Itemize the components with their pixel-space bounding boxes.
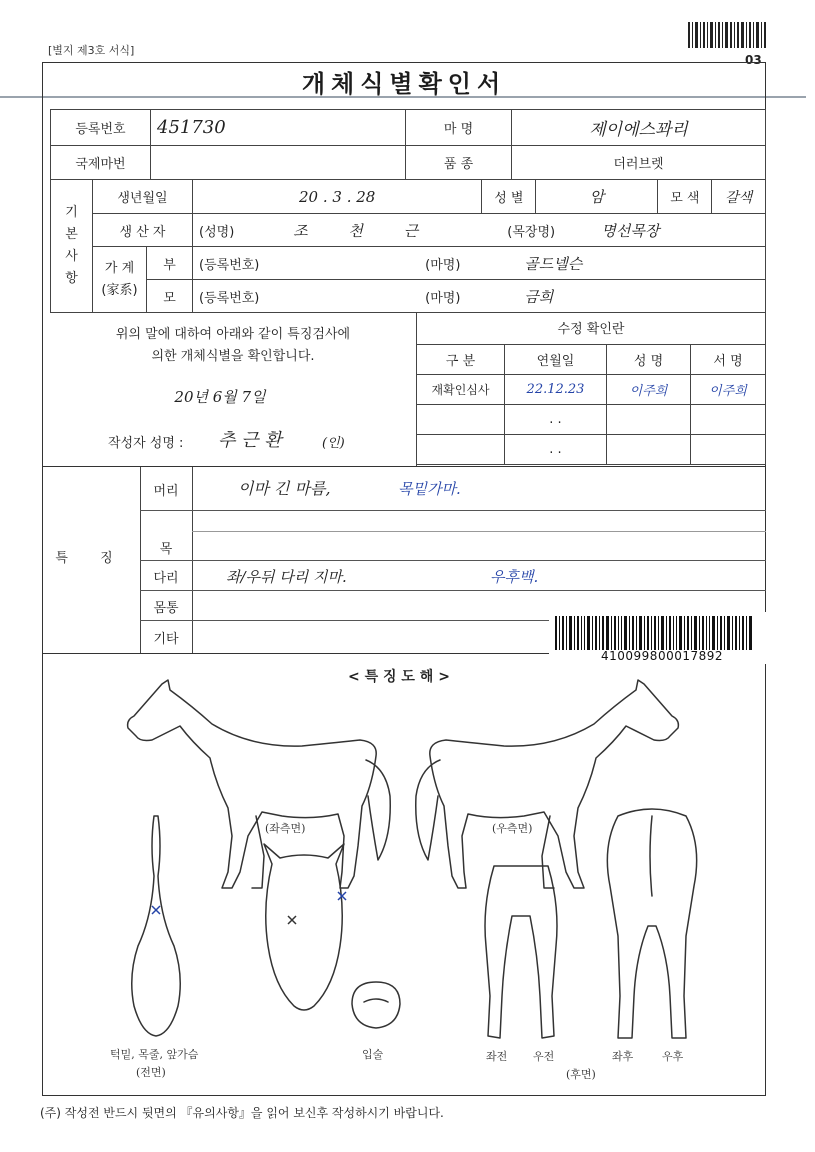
left-fore-caption: 좌전: [486, 1050, 508, 1063]
feature-note-head: 목밑가마.: [398, 480, 461, 498]
revision-row-date: . .: [505, 434, 607, 464]
revision-row-date: 22.12.23: [505, 374, 607, 404]
sire-cell: [193, 247, 766, 280]
sire-reg-paren: (등록번호): [199, 257, 260, 273]
confirm-line-2: 의한 개체식별을 확인합니다.: [151, 349, 315, 364]
right-side-horse: [416, 680, 679, 888]
feature-label-body: 몸통: [153, 601, 179, 616]
barcode-number: 410099800017892: [601, 649, 724, 663]
document-title: 개체식별확인서: [301, 70, 507, 98]
sex-label: 성 별: [482, 180, 536, 214]
dam-reg-paren: (등록번호): [199, 290, 260, 306]
farm-value: 명선목장: [601, 221, 660, 240]
pedigree-label-cell: [93, 247, 147, 313]
writer-label: 작성자 성명 :: [108, 436, 184, 451]
revision-header-date: 연월일: [505, 344, 607, 374]
basic-section-text: 기본사항: [65, 205, 78, 286]
revision-row-type: [417, 404, 505, 434]
revision-row-name: 이주희: [607, 374, 691, 404]
left-side-caption: (좌측면): [265, 822, 306, 835]
confirm-statement: [50, 324, 416, 368]
confirm-line-1: 위의 말에 대하여 아래와 같이 특징검사에: [115, 327, 351, 342]
horse-name-label: 마 명: [406, 110, 512, 146]
breed-label: 품 종: [406, 146, 512, 180]
head-front-view: [264, 844, 344, 1010]
sire-horse-paren: (마명): [425, 257, 461, 273]
feature-label-neck: 목: [159, 542, 173, 557]
producer-label: 생 산 자: [93, 214, 193, 247]
dam-label: 모: [147, 280, 193, 313]
reg-no-label: 등록번호: [51, 110, 151, 146]
producer-name-paren: (성명): [199, 224, 235, 240]
right-side-caption: (우측면): [492, 822, 533, 835]
producer-name-value: 조 천 근: [293, 221, 437, 240]
horse-name-value: 제이에스꽈리: [512, 110, 766, 146]
sticker-barcode-bars: [555, 616, 755, 650]
revision-row-name: [607, 404, 691, 434]
feature-row-head: [140, 466, 766, 511]
left-side-horse: [128, 680, 391, 888]
features-label: 특 징: [55, 551, 127, 566]
sire-label: 부: [147, 247, 193, 280]
diagram-title: < 특 징 도 해 >: [348, 669, 450, 685]
revision-row-type: [417, 434, 505, 464]
right-hind-caption: 우후: [662, 1050, 684, 1063]
lips-caption: 입술: [362, 1048, 384, 1061]
revision-row-type: 재확인심사: [417, 374, 505, 404]
birth-label: 생년월일: [93, 180, 193, 214]
sire-name-value: 골드넬슨: [524, 254, 583, 273]
farm-paren: (목장명): [507, 224, 556, 240]
feature-note-legs: 우후백.: [490, 568, 539, 586]
revision-title: 수정 확인란: [417, 312, 766, 344]
birth-value: 20 . 3 . 28: [193, 180, 482, 214]
feature-label-head: 머리: [153, 484, 179, 499]
rear-view-caption: (후면): [566, 1068, 596, 1081]
basic-info-table: [50, 179, 766, 313]
writer-name: 추 근 환: [218, 430, 282, 451]
dam-name-value: 금희: [524, 287, 554, 306]
sex-value: 암: [536, 180, 658, 214]
sticker-barcode: [549, 612, 767, 664]
intl-no-label: 국제마번: [51, 146, 151, 180]
breed-value: 더러브렛: [512, 146, 766, 180]
dam-horse-paren: (마명): [425, 290, 461, 306]
revision-row-sign: [691, 404, 766, 434]
revision-row-sign: [691, 434, 766, 464]
feature-marks: [152, 892, 346, 914]
revision-row-name: [607, 434, 691, 464]
horse-diagram: [42, 676, 766, 1096]
revision-table: [416, 312, 766, 465]
mark-throat: [152, 906, 160, 914]
intl-no-value: [151, 146, 406, 180]
feature-value-head: 이마 긴 마름,: [238, 479, 331, 498]
front-chest-caption: 턱밑, 목줄, 앞가슴: [110, 1048, 199, 1061]
left-hind-caption: 좌후: [612, 1050, 634, 1063]
feature-label-other: 기타: [153, 632, 179, 647]
revision-header-name: 성 명: [607, 344, 691, 374]
identity-table: [50, 109, 766, 180]
reg-no-value: 451730: [151, 110, 406, 146]
revision-header-sign: 서 명: [691, 344, 766, 374]
revision-row-date: . .: [505, 404, 607, 434]
hindlegs-rear-view: [607, 809, 696, 1038]
confirmation-box: [50, 312, 417, 466]
lips-view: [352, 982, 400, 1028]
pedigree-label: 가 계: [104, 260, 135, 276]
producer-cell: [193, 214, 766, 247]
feature-row-neck: [140, 532, 766, 561]
confirm-date: 20년 6월 7일: [174, 388, 266, 406]
revision-row-sign: 이주희: [691, 374, 766, 404]
top-barcode: [688, 22, 768, 48]
dam-cell: [193, 280, 766, 313]
color-value: 갈색: [712, 180, 766, 214]
color-label: 모 색: [658, 180, 712, 214]
feature-row-legs: [140, 560, 766, 591]
mark-forehead: [288, 916, 296, 924]
feature-label-legs: 다리: [153, 571, 179, 586]
writer-seal: (인): [322, 436, 345, 451]
pedigree-hanja: (家系): [101, 282, 138, 298]
basic-section-label: [51, 180, 93, 313]
feature-marks-black: [288, 916, 296, 924]
front-view-caption: (전면): [136, 1066, 166, 1079]
form-label: [별지 제3호 서식]: [48, 44, 135, 57]
feature-value-legs: 좌/우뒤 다리 지마.: [226, 568, 347, 586]
page-number: 03: [745, 53, 762, 67]
forelegs-front-view: [485, 866, 557, 1038]
right-fore-caption: 우전: [533, 1050, 555, 1063]
revision-header-type: 구 분: [417, 344, 505, 374]
front-chest-view: [132, 816, 181, 1036]
footer-note: (주) 작성전 반드시 뒷면의 『유의사항』을 읽어 보신후 작성하시기 바랍니다.: [40, 1106, 444, 1120]
